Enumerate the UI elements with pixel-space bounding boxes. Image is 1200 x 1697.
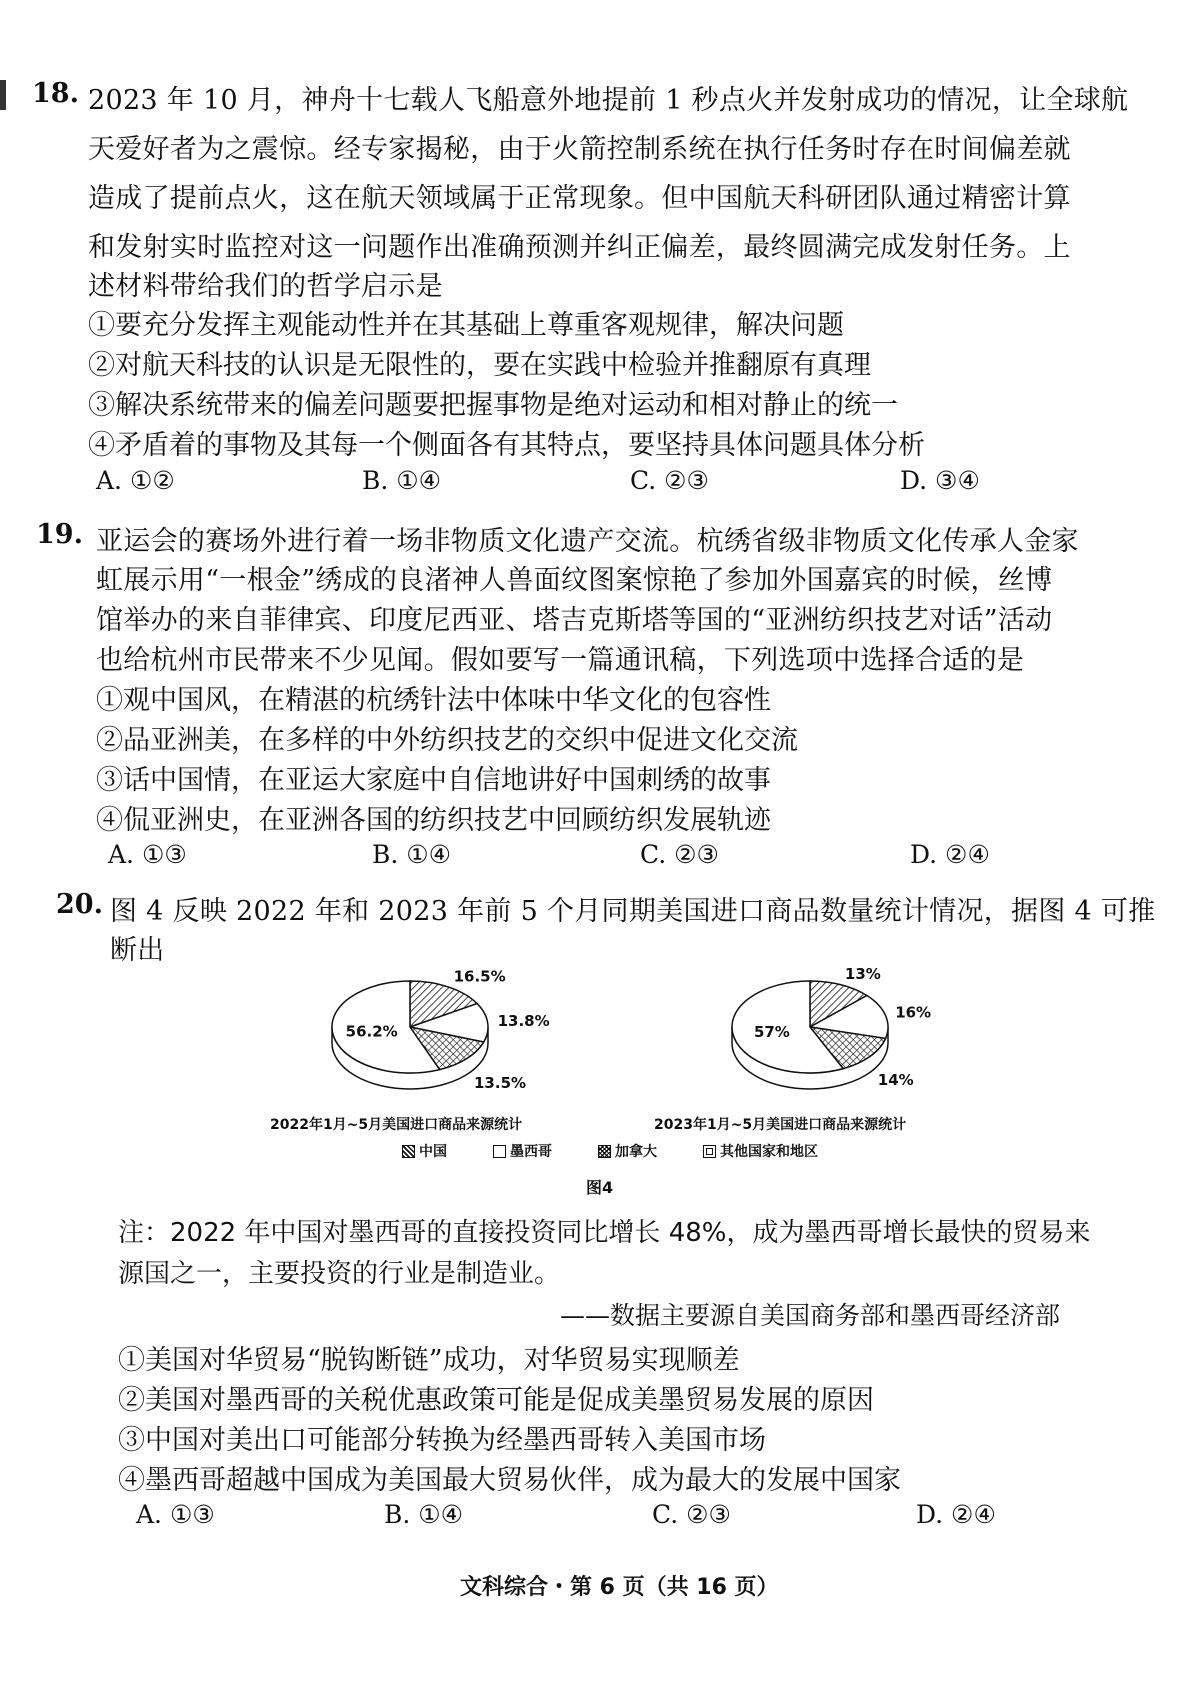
question-19-number: 19. (36, 519, 83, 550)
pie-label-mexico: 13.8% (497, 1012, 550, 1031)
question-19-statement-2: ②品亚洲美，在多样的中外纺织技艺的交织中促进文化交流 (96, 725, 798, 756)
question-19-choice-b: B. ①④ (372, 840, 452, 869)
legend-swatch-canada (598, 1145, 611, 1158)
question-18-statement-4: ④矛盾着的事物及其每一个侧面各有其特点，要坚持具体问题具体分析 (88, 430, 925, 461)
figure-label: 图4 (586, 1178, 614, 1197)
question-19-line: 亚运会的赛场外进行着一场非物质文化遗产交流。杭绣省级非物质文化传承人金家 (96, 526, 1079, 557)
question-19-choice-a: A. ①③ (108, 840, 187, 869)
legend-item-mexico (493, 1141, 552, 1161)
legend-label-mexico: 墨西哥 (510, 1144, 552, 1160)
question-18-line: 述材料带给我们的哲学启示是 (88, 271, 443, 302)
legend-label-other: 其他国家和地区 (720, 1144, 818, 1160)
question-20-number: 20. (56, 889, 103, 920)
question-20-choice-c: C. ②③ (652, 1500, 731, 1529)
question-18-choice-c: C. ②③ (630, 466, 709, 495)
question-19-line: 也给杭州市民带来不少见闻。假如要写一篇通讯稿，下列选项中选择合适的是 (96, 645, 1025, 676)
pie-label-other: 57% (753, 1023, 790, 1041)
question-19-line: 馆举办的来自菲律宾、印度尼西亚、塔吉克斯塔等国的“亚洲纺织技艺对话”活动 (96, 605, 1053, 636)
question-19-statement-4: ④侃亚洲史，在亚洲各国的纺织技艺中回顾纺织发展轨迹 (96, 805, 771, 836)
question-18-statement-3: ③解决系统带来的偏差问题要把握事物是绝对运动和相对静止的统一 (88, 390, 898, 421)
question-20-statement-3: ③中国对美出口可能部分转换为经墨西哥转入美国市场 (118, 1425, 766, 1456)
question-18-choice-b: B. ①④ (362, 466, 442, 495)
pie-label-china: 13% (844, 964, 881, 983)
pie-chart-2022 (280, 965, 550, 1110)
figure-note-line: 注：2022 年中国对墨西哥的直接投资同比增长 48%，成为墨西哥增长最快的贸易来 (118, 1218, 1091, 1248)
question-20-choice-d: D. ②④ (916, 1500, 996, 1529)
legend-label-canada: 加拿大 (615, 1144, 657, 1160)
figure-source: ——数据主要源自美国商务部和墨西哥经济部 (559, 1301, 1060, 1330)
question-18-line: 造成了提前点火，这在航天领域属于正常现象。但中国航天科研团队通过精密计算 (88, 183, 1071, 214)
question-20-choice-a: A. ①③ (136, 1500, 215, 1529)
pie-chart-2023-title: 2023年1月~5月美国进口商品来源统计 (654, 1117, 907, 1133)
question-19-choice-d: D. ②④ (910, 840, 990, 869)
question-20-line: 断出 (110, 935, 165, 966)
question-19-line: 虹展示用“一根金”绣成的良渚神人兽面纹图案惊艳了参加外国嘉宾的时候，丝博 (96, 565, 1053, 596)
legend-item-canada (598, 1141, 657, 1161)
pie-chart-2022-title: 2022年1月~5月美国进口商品来源统计 (270, 1117, 523, 1133)
question-20-statement-1: ①美国对华贸易“脱钩断链”成功，对华贸易实现顺差 (118, 1345, 740, 1376)
legend-swatch-other (703, 1145, 716, 1158)
question-19-choice-c: C. ②③ (640, 840, 719, 869)
legend-swatch-china (402, 1145, 415, 1158)
page-footer: 文科综合・第 6 页（共 16 页） (460, 1575, 779, 1600)
pie-label-china: 16.5% (453, 967, 506, 986)
question-18-number: 18. (32, 78, 79, 109)
question-18-statement-1: ①要充分发挥主观能动性并在其基础上尊重客观规律，解决问题 (88, 310, 844, 341)
pie-label-other: 56.2% (345, 1022, 398, 1041)
scan-edge-mark (0, 80, 6, 110)
pie-label-canada: 14% (877, 1071, 914, 1089)
question-19-statement-1: ①观中国风，在精湛的杭绣针法中体味中华文化的包容性 (96, 685, 771, 716)
legend-swatch-mexico (493, 1145, 506, 1158)
figure-legend (402, 1141, 818, 1161)
question-18-line: 和发射实时监控对这一问题作出准确预测并纠正偏差，最终圆满完成发射任务。上 (88, 232, 1071, 263)
question-19-statement-3: ③话中国情，在亚运大家庭中自信地讲好中国刺绣的故事 (96, 765, 771, 796)
question-20-line: 图 4 反映 2022 年和 2023 年前 5 个月同期美国进口商品数量统计情况，据图 4 可推 (110, 896, 1156, 927)
question-18-line: 2023 年 10 月，神舟十七载人飞船意外地提前 1 秒点火并发射成功的情况，让全球航 (88, 85, 1129, 116)
question-18-choice-a: A. ①② (96, 466, 175, 495)
figure-note-line: 源国之一，主要投资的行业是制造业。 (118, 1259, 561, 1289)
question-18-statement-2: ②对航天科技的认识是无限性的，要在实践中检验并推翻原有真理 (88, 350, 871, 381)
question-18-choice-d: D. ③④ (900, 466, 980, 495)
pie-chart-2023 (680, 965, 940, 1110)
question-20-choice-b: B. ①④ (384, 1500, 464, 1529)
question-20-statement-4: ④墨西哥超越中国成为美国最大贸易伙伴，成为最大的发展中国家 (118, 1465, 901, 1496)
question-20-statement-2: ②美国对墨西哥的关税优惠政策可能是促成美墨贸易发展的原因 (118, 1385, 874, 1416)
legend-label-china: 中国 (419, 1144, 447, 1160)
pie-label-mexico: 16% (895, 1003, 932, 1022)
legend-item-china (402, 1141, 447, 1161)
pie-label-canada: 13.5% (474, 1073, 527, 1092)
question-18-line: 天爱好者为之震惊。经专家揭秘，由于火箭控制系统在执行任务时存在时间偏差就 (88, 134, 1071, 165)
legend-item-other (703, 1141, 818, 1161)
